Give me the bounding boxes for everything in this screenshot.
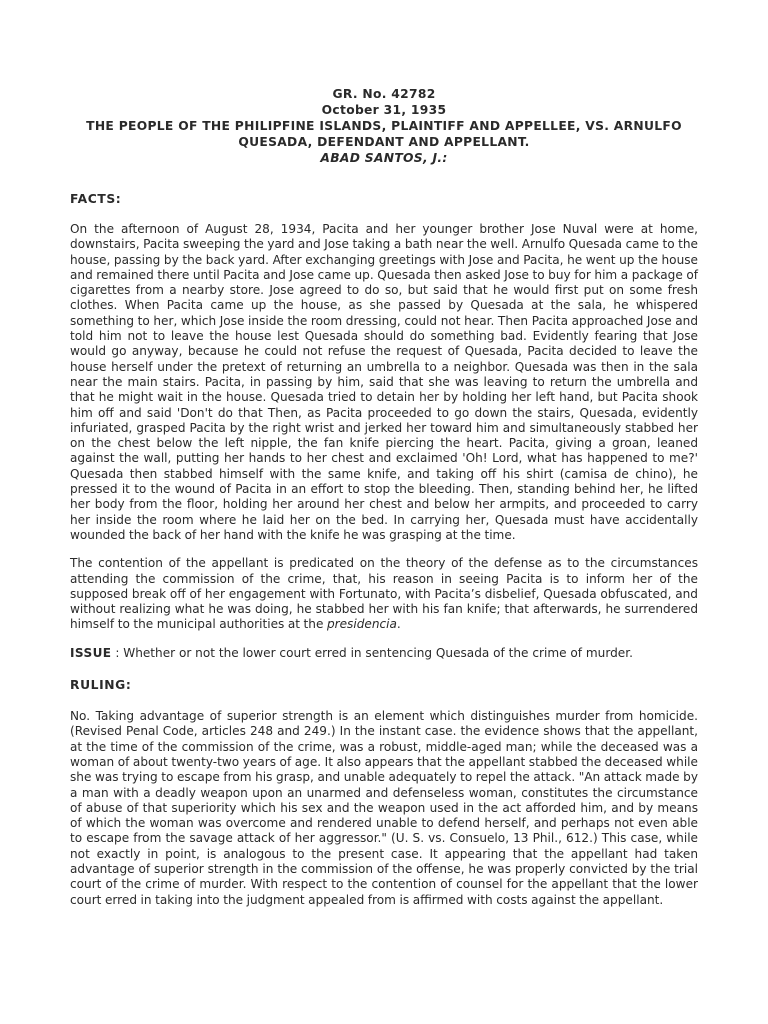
ponente: ABAD SANTOS, J.: <box>320 151 448 165</box>
issue-separator: : <box>111 645 124 660</box>
case-date: October 31, 1935 <box>321 103 447 117</box>
facts-paragraph: On the afternoon of August 28, 1934, Pacita and her younger brother Jose Nuval were at home, downstairs, Pacita sweeping the yard and Jose taking a bath near the well. Arnulfo Quesada came to the house, passing by the back yard. After exchanging greetings with Jose and Pacita, he went up the house and remained there until Pacita and Jose came up. Quesada then asked Jose to buy for him a package of cigarettes from a nearby store. Jose agreed to do so, but said that he would first put on some fresh clothes. When Pacita came up the house, as she passed by Quesada at the sala, he whispered something to her, which Jose inside the room dressing, could not hear. Then Pacita approached Jose and told him not to leave the house lest Quesada should do something bad. Evidently fearing that Jose would go anyway, because he could not refuse the request of Quesada, Pacita decided to leave the house herself under the pretext of returning an umbrella to a neighbor. Quesada was then in the sala near the main stairs. Pacita, in passing by him, said that she was leaving to return the umbrella and that he might wait in the house. Quesada tried to detain her by holding her left hand, but Pacita shook him off and said 'Don't do that Then, as Pacita proceeded to go down the stairs, Quesada, evidently infuriated, grasped Pacita by the right wrist and jerked her toward him and simultaneously stabbed her on the chest below the left nipple, the fan knife piercing the heart. Pacita, giving a groan, leaned against the wall, putting her hands to her chest and exclaimed 'Oh! Lord, what has happened to me?' Quesada then stabbed himself with the same knife, and taking off his shirt (camisa de chino), he pressed it to the wound of Pacita in an effort to stop the bleeding. Then, standing behind her, he lifted her body from the floor, holding her around her chest and below her armpits, and proceeded to carry her inside the room where he laid her on the bed. In carrying her, Quesada must have accidentally wounded the back of her hand with the knife he was grasping at the time. <box>70 222 698 542</box>
case-number: GR. No. 42782 <box>332 87 436 101</box>
issue-text: Whether or not the lower court erred in sentencing Quesada of the crime of murder. <box>123 645 633 660</box>
contention-end: . <box>396 617 401 632</box>
ruling-paragraph: No. Taking advantage of superior strength is an element which distinguishes murder from homicide. (Revised Penal Code, articles 248 and 249.) In the instant case. the evidence shows that the appellant, at the time of the commission of the crime, was a robust, middle-aged man; while the deceased was a woman of about twenty-two years of age. It also appears that the appellant stabbed the deceased while she was trying to escape from his grasp, and unable adequately to repel the attack. "An attack made by a man with a deadly weapon upon an unarmed and defenseless woman, constitutes the circumstance of abuse of that superiority which his sex and the weapon used in the act afforded him, and by means of which the woman was overcome and rendered unable to defend herself, and perhaps not even able to escape from the savage attack of her aggressor." (U. S. vs. Consuelo, 13 Phil., 612.) This case, while not exactly in point, is analogous to the present case. It appearing that the appellant had taken advantage of superior strength in the commission of the offense, he was properly convicted by the trial court of the crime of murder. With respect to the contention of counsel for the appellant that the lower court erred in taking into the judgment appealed from is affirmed with costs against the appellant. <box>70 709 698 907</box>
contention-italic-term: presidencia <box>326 617 397 632</box>
contention-text: The contention of the appellant is predicated on the theory of the defense as to the circumstances attending the commission of the crime, that, his reason in seeing Pacita is to inform her of the supposed break off of her engagement with Fortunato, with Pacita’s disbelief, Quesada obfuscated, and without realizing what he was doing, he stabbed her with his fan knife; that afterwards, he surrendered himself to the municipal authorities at the <box>70 556 698 632</box>
contention-paragraph <box>70 556 698 632</box>
facts-heading: FACTS: <box>70 192 122 206</box>
case-title-line-1: THE PEOPLE OF THE PHILIPFINE ISLANDS, PLAINTIFF AND APPELLEE, VS. ARNULFO <box>86 119 682 133</box>
ruling-heading: RULING: <box>70 678 132 693</box>
issue-label: ISSUE <box>70 645 112 660</box>
case-header <box>70 86 698 166</box>
case-title-line-2: QUESADA, DEFENDANT AND APPELLANT. <box>238 135 530 149</box>
issue-line <box>70 646 698 661</box>
